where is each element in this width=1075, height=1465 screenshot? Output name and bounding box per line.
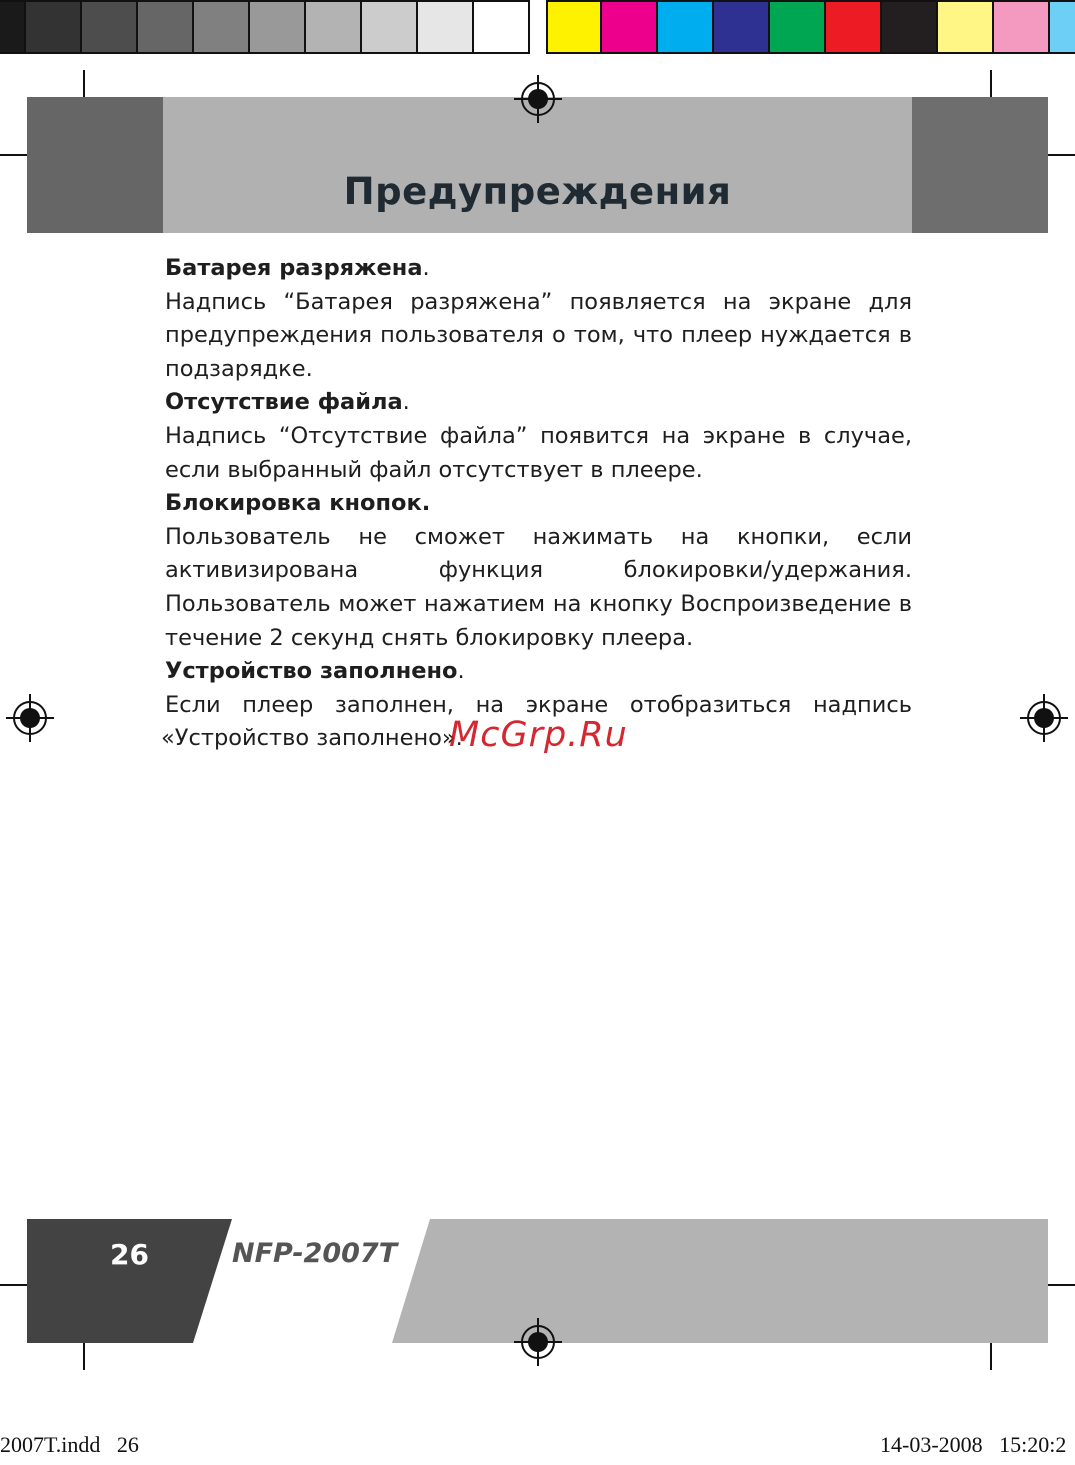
print-slug-filename: 2007T.indd 26	[0, 1432, 139, 1457]
registration-mark-top-icon	[514, 75, 562, 123]
header-block-right	[912, 97, 1048, 233]
page-title: Предупреждения	[343, 170, 732, 213]
model-name: NFP-2007T	[232, 1238, 398, 1269]
section-body: Надпись “Батарея разряжена” появляется на экране для предупреждения пользователя о том, что плеер нуждается в подзарядке.	[165, 288, 912, 382]
section-body: Если плеер заполнен, на экране отобразиться надпись	[165, 691, 912, 718]
section-heading: Батарея разряжена.	[165, 255, 430, 281]
registration-mark-bottom-icon	[514, 1318, 562, 1366]
section-heading: Отсутствие файла.	[165, 389, 410, 416]
header-block-left	[27, 97, 163, 233]
registration-mark-right-icon	[1020, 694, 1068, 742]
watermark: McGrp.Ru	[449, 715, 628, 755]
section-body: Надпись “Отсутствие файла” появится на экране в случае, если выбранный файл отсутствует в плеере.	[165, 422, 912, 483]
section-heading: Блокировка кнопок.	[165, 490, 431, 517]
section-heading: Устройство заполнено.	[165, 658, 465, 685]
warnings-content	[161, 252, 912, 756]
section-body-last-line: «Устройство заполнено».	[161, 725, 463, 752]
section-body: Пользователь не сможет нажимать на кнопки, если активизирована функция блокировки/удержания. Пользователь может нажатием на кнопку Воспроизведение в течение 2 секунд снять блокировку плеера.	[165, 523, 912, 651]
print-slug-timestamp: 14-03-2008 15:20:2	[880, 1432, 1067, 1457]
page-number: 26	[110, 1238, 149, 1271]
registration-mark-left-icon	[6, 694, 54, 742]
